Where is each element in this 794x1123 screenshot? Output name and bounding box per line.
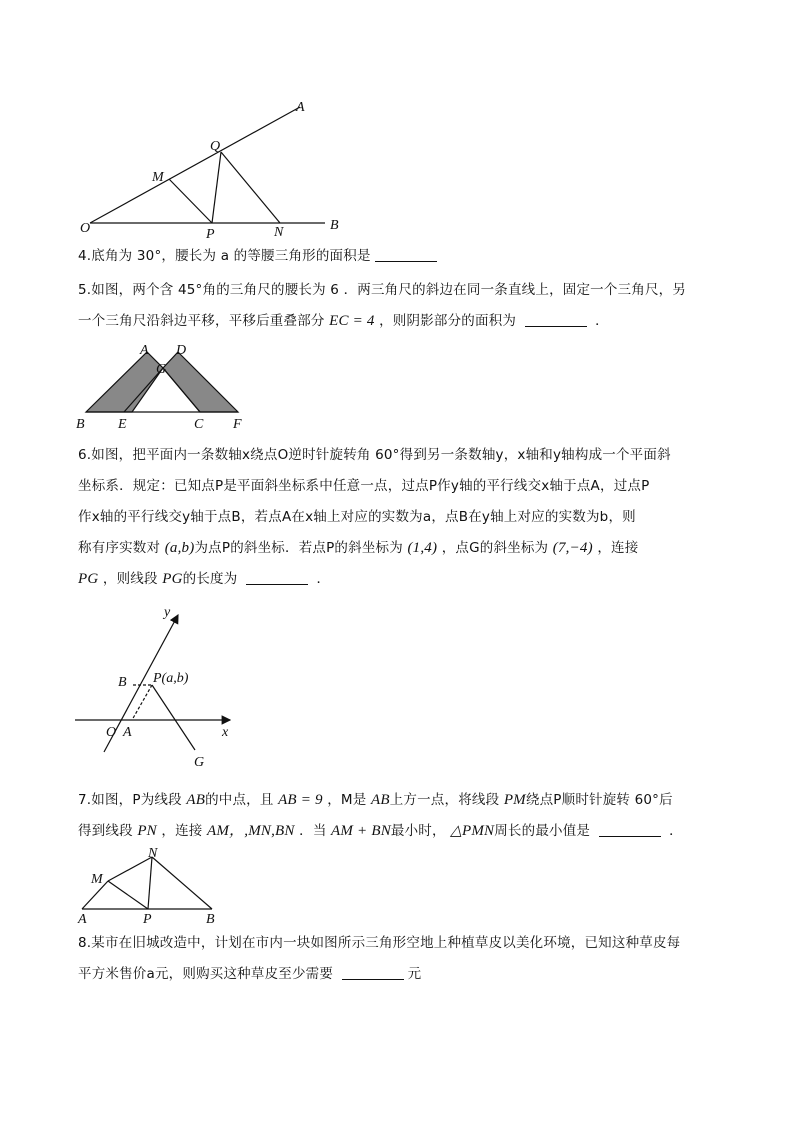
q8-line2: 平方米售价a元，则购买这种草皮至少需要 <box>78 966 334 982</box>
label-m: M <box>91 872 103 887</box>
label-p: P(a,b) <box>153 671 189 686</box>
q5-line2a: 一个三角尺沿斜边平移，平移后重叠部分 <box>78 313 325 329</box>
q7-line2c: ．当 <box>299 823 327 839</box>
label-g: G <box>194 755 205 770</box>
label-e: E <box>118 417 127 432</box>
q7-pm: PM <box>503 792 526 808</box>
q7-line1a: 7.如图，P为线段 <box>78 792 182 808</box>
q7-line1d: 上方一点，将线段 <box>389 792 500 808</box>
q7-pn: PN <box>137 823 157 839</box>
q6-line5b: 的长度为 <box>182 571 238 587</box>
label-o: O <box>106 725 117 740</box>
q6-g-coord: (7,−4) <box>552 540 593 556</box>
q6-line4b: 为点P的斜坐标．若点P的斜坐标为 <box>194 540 403 556</box>
q7-end: ． <box>669 823 683 839</box>
label-o: O <box>80 221 91 236</box>
q7-ab: AB <box>186 792 206 808</box>
q7-segs: AM，,MN,BN <box>207 823 295 839</box>
q6-line2: 坐标系．规定：已知点P是平面斜坐标系中任意一点，过点P作y轴的平行线交x轴于点A，过点P <box>78 478 650 494</box>
q7-sum: AM + BN <box>331 823 391 839</box>
q5-line2b: ，则阴影部分的面积为 <box>379 313 517 329</box>
q6-answer-blank <box>246 570 308 585</box>
label-f: F <box>233 417 242 432</box>
q6-p-coord: (1,4) <box>407 540 438 556</box>
q7-line2e: 周长的最小值是 <box>494 823 591 839</box>
q6-pg2: PG <box>162 571 183 587</box>
figure-triangles <box>70 340 260 435</box>
q7-line2a: 得到线段 <box>78 823 133 839</box>
q6-line5a: ，则线段 <box>102 571 158 587</box>
q4-answer-blank <box>375 247 437 262</box>
q7-line2b: ，连接 <box>161 823 203 839</box>
label-m: M <box>152 170 164 185</box>
q5-eq: EC = 4 <box>329 313 375 329</box>
q6-ab: (a,b) <box>164 540 195 556</box>
q7-line1e: 绕点P顺时针旋转 60°后 <box>525 792 673 808</box>
label-x: x <box>222 725 229 740</box>
q6-line4c: ，点G的斜坐标为 <box>441 540 549 556</box>
label-b: B <box>118 675 127 690</box>
q6-line1: 6.如图，把平面内一条数轴x绕点O逆时针旋转角 60°得到另一条数轴y，x轴和y轴构成一个平面斜 <box>78 447 671 463</box>
label-y: y <box>164 605 171 620</box>
label-b: B <box>76 417 85 432</box>
q7-line2d: 最小时， <box>390 823 446 839</box>
question-6 <box>78 440 728 595</box>
question-8 <box>78 928 728 990</box>
q8-end: 元 <box>407 966 422 982</box>
label-a: A <box>296 100 305 115</box>
q7-ab2: AB <box>370 792 390 808</box>
question-7 <box>78 785 728 847</box>
label-n: N <box>274 225 284 240</box>
question-5 <box>78 275 728 337</box>
q7-line1c: ，M是 <box>327 792 367 808</box>
q7-eq: AB = 9 <box>278 792 323 808</box>
q7-line1b: 的中点，且 <box>205 792 274 808</box>
label-p: P <box>143 912 152 927</box>
q4-text: 4.底角为 30°，腰长为 a 的等腰三角形的面积是 <box>78 248 371 264</box>
question-4 <box>78 241 728 272</box>
label-c: C <box>194 417 204 432</box>
label-b: B <box>206 912 215 927</box>
label-d: D <box>176 343 187 358</box>
q6-line3: 作x轴的平行线交y轴于点B，若点A在x轴上对应的实数为a，点B在y轴上对应的实数为b，则 <box>78 509 636 525</box>
q7-tri: △PMN <box>450 823 495 839</box>
q6-line4d: ，连接 <box>597 540 639 556</box>
q5-answer-blank <box>525 312 587 327</box>
q6-line4a: 称有序实数对 <box>78 540 161 556</box>
label-q: Q <box>210 139 221 154</box>
label-a: A <box>123 725 132 740</box>
label-p: P <box>206 227 215 242</box>
q7-answer-blank <box>599 822 661 837</box>
q8-line1: 8.某市在旧城改造中，计划在市内一块如图所示三角形空地上种植草皮以美化环境，已知这种草皮每 <box>78 935 681 951</box>
label-a: A <box>78 912 87 927</box>
label-b: B <box>330 218 339 233</box>
q8-answer-blank <box>342 965 404 980</box>
label-n: N <box>148 846 158 861</box>
q5-line1: 5.如图，两个含 45°角的三角尺的腰长为 6 ．两三角尺的斜边在同一条直线上，固定一个三角尺，另 <box>78 282 687 298</box>
q6-pg: PG <box>78 571 99 587</box>
q6-end: ． <box>316 571 331 587</box>
label-a: A <box>140 343 149 358</box>
figure-angle-aob <box>60 95 360 245</box>
label-g: G <box>156 362 167 377</box>
q5-end: ． <box>595 313 609 329</box>
figure-oblique-axes <box>70 600 250 775</box>
figure-segment-ab <box>72 845 232 925</box>
